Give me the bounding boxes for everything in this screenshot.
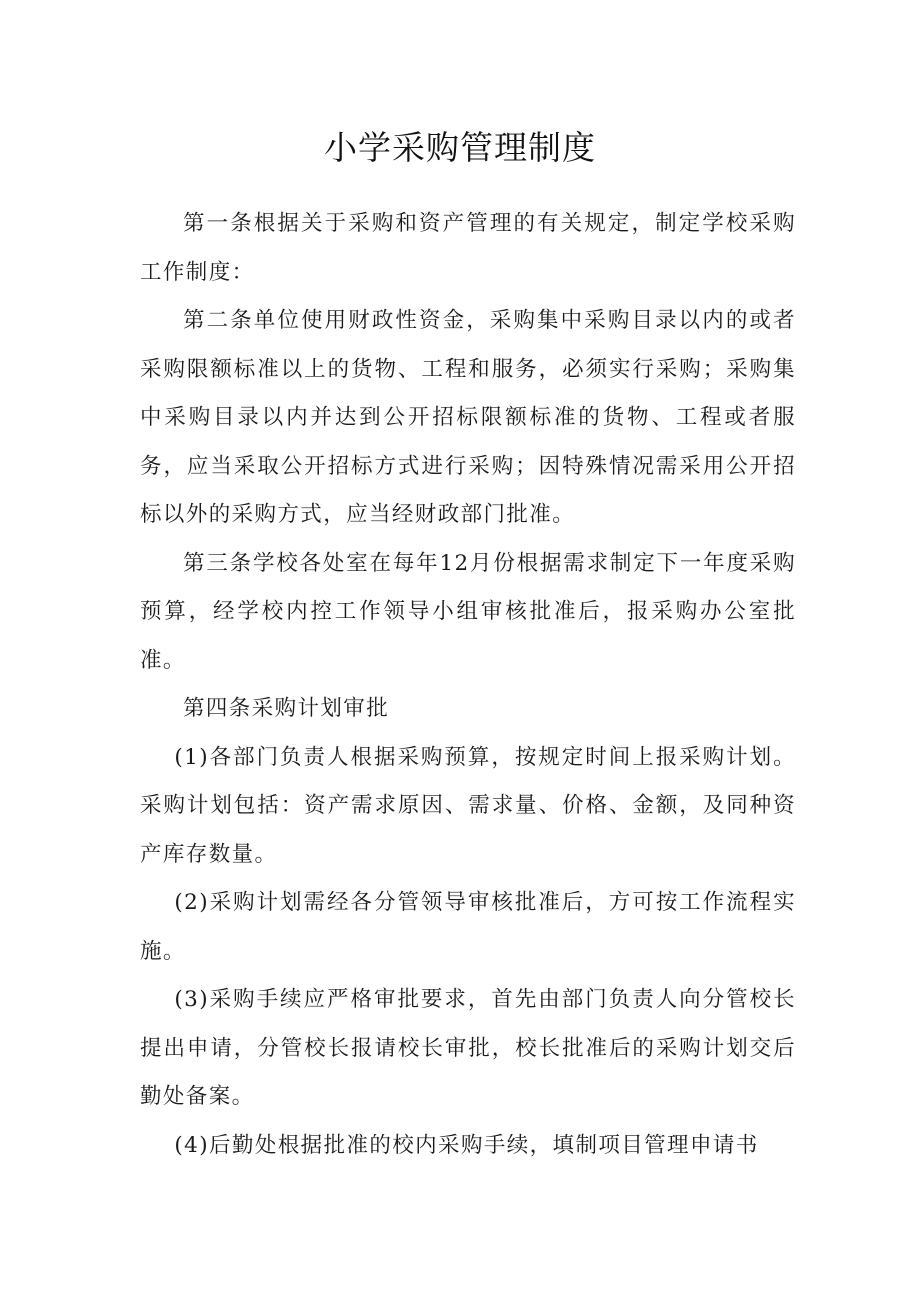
document-title: 小学采购管理制度 (324, 128, 596, 167)
document-body (140, 200, 796, 1170)
item-4-paragraph: (4)后勤处根据批准的校内采购手续，填制项目管理申请书 (174, 1132, 759, 1158)
article-1-paragraph: 第一条根据关于采购和资产管理的有关规定，制定学校采购工作制度： (140, 211, 796, 285)
item-1-paragraph: (1)各部门负责人根据采购预算，按规定时间上报采购计划。采购计划包括：资产需求原因、需求量、价格、金额，及同种资产库存数量。 (140, 744, 796, 867)
item-2-paragraph: (2)采购计划需经各分管领导审核批准后，方可按工作流程实施。 (140, 890, 796, 964)
article-3-paragraph: 第三条学校各处室在每年12月份根据需求制定下一年度采购预算，经学校内控工作领导小组审核批准后，报采购办公室批准。 (140, 550, 796, 673)
article-2-paragraph: 第二条单位使用财政性资金，采购集中采购目录以内的或者采购限额标准以上的货物、工程和服务，必须实行采购；采购集中采购目录以内并达到公开招标限额标准的货物、工程或者服务，应当采取公开招标方式进行采购；因特殊情况需采用公开招标以外的采购方式，应当经财政部门批准。 (140, 308, 796, 527)
item-3-paragraph: (3)采购手续应严格审批要求，首先由部门负责人向分管校长提出申请，分管校长报请校长审批，校长批准后的采购计划交后勤处备案。 (140, 987, 796, 1109)
article-4-heading: 第四条采购计划审批 (183, 696, 390, 721)
